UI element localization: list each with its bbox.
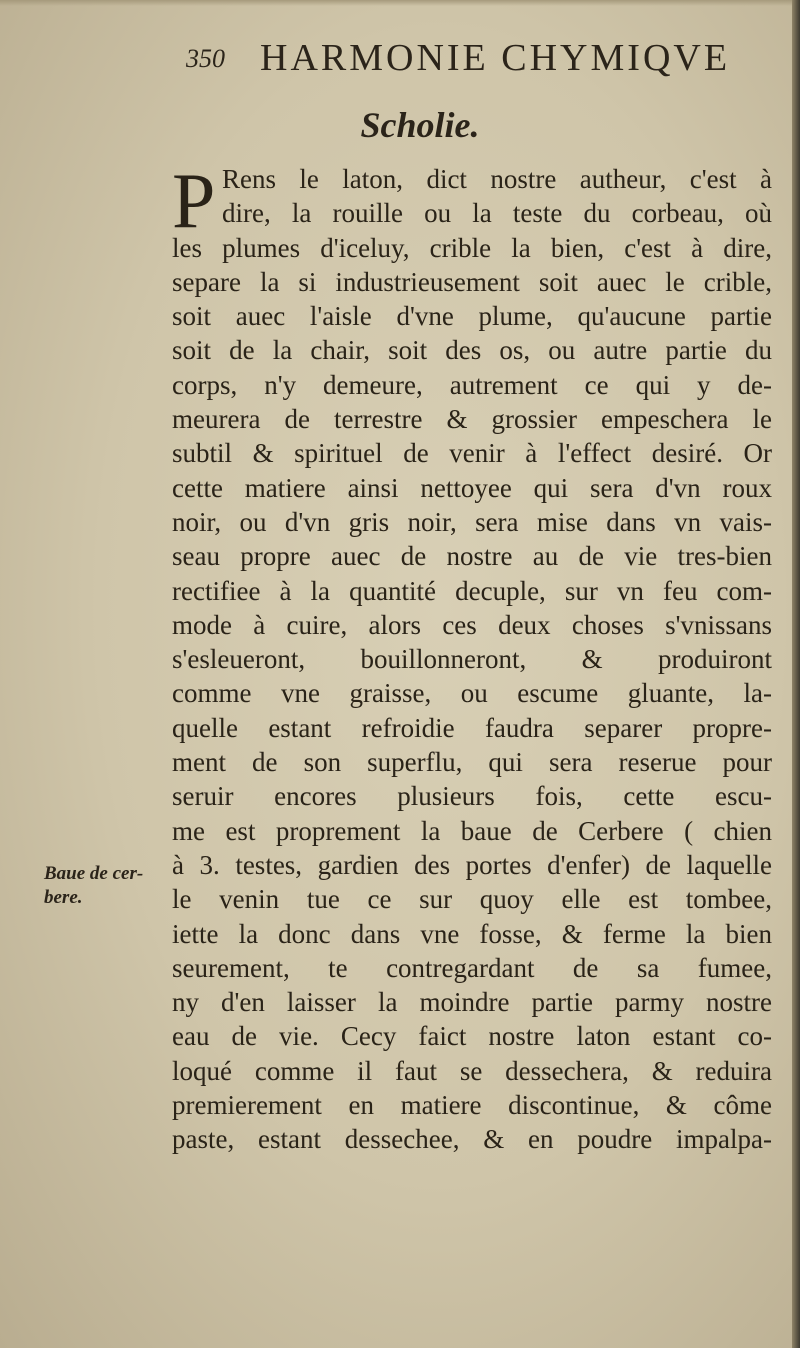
text-line: eau de vie. Cecy faict nostre laton estant co- bbox=[172, 1021, 772, 1052]
text-line: mode à cuire, alors ces deux choses s'vnissans bbox=[172, 609, 772, 640]
running-title: HARMONIE CHYMIQVE bbox=[260, 37, 731, 79]
text-line: corps, n'y demeure, autrement ce qui y de- bbox=[172, 369, 772, 400]
text-line: cette matiere ainsi nettoyee qui sera d'vn roux bbox=[172, 472, 772, 503]
text-line: noir, ou d'vn gris noir, sera mise dans vn vais- bbox=[172, 506, 772, 537]
page-binding-edge bbox=[792, 0, 800, 1348]
text-line: le venin tue ce sur quoy elle est tombee, bbox=[172, 884, 772, 915]
text-line: les plumes d'iceluy, crible la bien, c'est à dire, bbox=[172, 232, 772, 263]
page-top-edge bbox=[0, 0, 800, 6]
text-line: seurement, te contregardant de sa fumee, bbox=[172, 952, 772, 983]
text-line: comme vne graisse, ou escume gluante, la- bbox=[172, 678, 772, 709]
text-line: paste, estant dessechee, & en poudre impalpa- bbox=[172, 1124, 772, 1155]
drop-cap: P bbox=[172, 157, 216, 244]
text-line: iette la donc dans vne fosse, & ferme la bien bbox=[172, 918, 772, 949]
text-line: subtil & spirituel de venir à l'effect desiré. Or bbox=[172, 438, 772, 469]
running-head bbox=[186, 30, 776, 82]
page-number: 350 bbox=[186, 44, 225, 73]
text-line: loqué comme il faut se dessechera, & reduira bbox=[172, 1055, 772, 1086]
text-line: dire, la rouille ou la teste du corbeau, où bbox=[222, 198, 772, 229]
text-line: seruir encores plusieurs fois, cette escu- bbox=[172, 781, 772, 812]
text-line: me est proprement la baue de Cerbere ( chien bbox=[172, 815, 772, 846]
text-line: ny d'en laisser la moindre partie parmy nostre bbox=[172, 987, 772, 1018]
text-line: rectifiee à la quantité decuple, sur vn feu com- bbox=[172, 575, 772, 606]
text-line: separe la si industrieusement soit auec le crible, bbox=[172, 266, 772, 297]
text-line: meurera de terrestre & grossier empeschera le bbox=[172, 404, 772, 435]
marginal-note-line: Baue de cer- bbox=[44, 863, 144, 884]
marginal-note-line: bere. bbox=[44, 887, 83, 908]
text-line: soit de la chair, soit des os, ou autre partie du bbox=[172, 335, 772, 366]
text-line: à 3. testes, gardien des portes d'enfer) de laquelle bbox=[172, 849, 772, 880]
text-line: seau propre auec de nostre au de vie tres-bien bbox=[172, 541, 772, 572]
text-line: Rens le laton, dict nostre autheur, c'est à bbox=[222, 164, 772, 194]
text-line: ment de son superflu, qui sera reserue pour bbox=[172, 747, 772, 778]
marginal-note bbox=[44, 862, 154, 910]
text-line: premierement en matiere discontinue, & côme bbox=[172, 1090, 772, 1121]
text-line: quelle estant refroidie faudra separer propre- bbox=[172, 712, 772, 743]
section-title: Scholie. bbox=[360, 105, 480, 145]
text-line: soit auec l'aisle d'vne plume, qu'aucune partie bbox=[172, 301, 772, 332]
text-line: s'esleueront, bouillonneront, & produiront bbox=[172, 644, 772, 675]
body-text bbox=[172, 157, 772, 1157]
